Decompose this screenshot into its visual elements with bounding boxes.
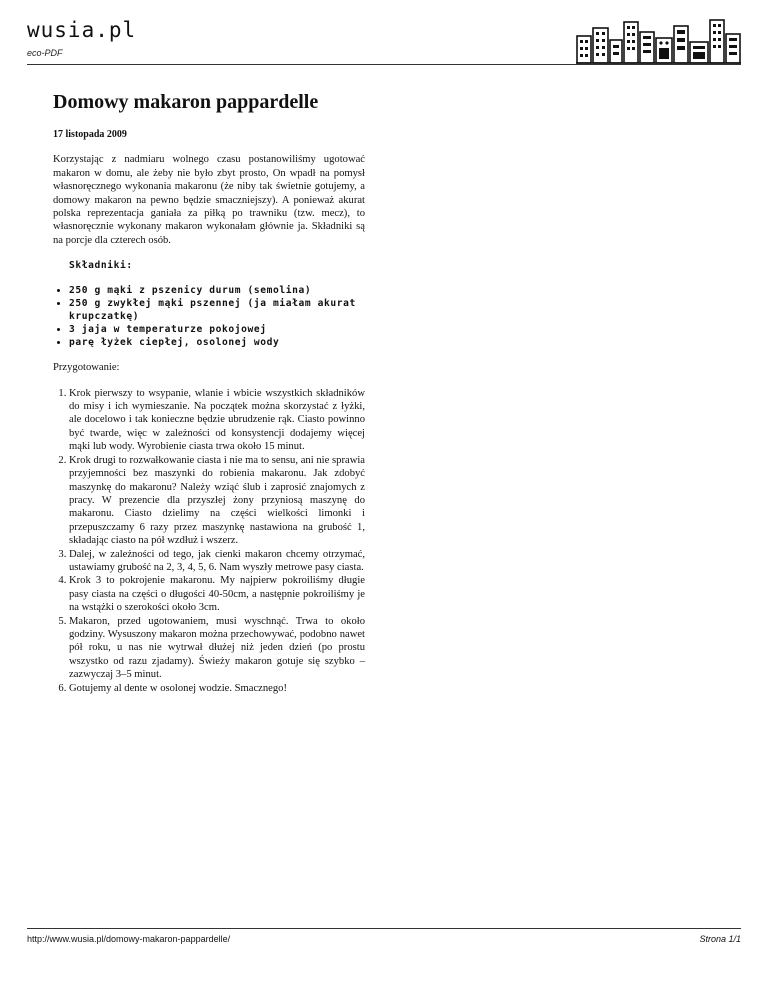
site-title[interactable]: wusia.pl [27,18,137,42]
footer-divider [27,928,741,929]
preparation-steps [53,387,365,695]
step-item: 6. Gotujemy al dente w osolonej wodzie. Smacznego! [69,682,365,695]
article-intro: Korzystając z nadmiaru wolnego czasu postanowiliśmy ugotować makaron w domu, ale żeby nie było zbyt prosto, On wpadł na pomysł własnoręcznego wykonania makaronu (że niby tak świetnie gotujemy, a domowy makaron na pewno będzie smaczniejszy). A ponieważ akurat polska reprezentacja ganiała za piłką po trawniku (tzw. mecz), to własnoręcznie wykonany makaron wykonałam głównie ja. Składniki są na porcje dla czterech osób. [53,154,365,246]
step-item: 2. Krok drugi to rozwałkowanie ciasta i nie ma to sensu, ani nie sprawia przyjemności bez maszynki do robienia makaronu. Jak zdobyć maszynkę do makaronu? Należy wziąć ślub i zaprosić znajomych z pracy. W prezencie dla przyszłej żony przyniosą maszynę do makaronu. Ciasto dzielimy na części wielkości limonki i przepuszczamy 6 razy przez maszynkę nastawiona na grubość 1, składając ciasto na pół wzdłuż i wszerz. [69,454,365,548]
city-kitchen-skyline-icon [576,18,741,64]
step-item: 4. Krok 3 to pokrojenie makaronu. My najpierw pokroiliśmy długie pasy ciasta na części o długości 40-50cm, a następnie pokroiliśmy je na wstążki o szerokości około 3cm. [69,574,365,614]
step-item: 1. Krok pierwszy to wsypanie, wlanie i wbicie wszystkich składników do misy i ich wymieszanie. Na początek można skorzystać z łyżki, ale docelowo i tak konieczne będzie ubrudzenie rąk. Ciasto powinno być twarde, więc w zależności od konsystencji dodajemy więcej mąki lub wody. Wyrobienie ciasta trwa około 15 minut. [69,387,365,454]
ingredient-item: • parę łyżek ciepłej, osolonej wody [69,336,365,349]
header-divider [27,64,741,65]
ingredients-list [53,284,365,349]
ingredient-item: • 250 g mąki z pszenicy durum (semolina) [69,284,365,297]
page-header [27,18,741,68]
step-item: 3. Dalej, w zależności od tego, jak cienki makaron chcemy otrzymać, ustawiamy grubość na 2, 3, 4, 5, 6. Nam wyszły metrowe pasy ciasta. [69,548,365,575]
page-number: Strona 1/1 [699,934,741,944]
site-subtitle: eco-PDF [27,48,63,58]
article [53,90,365,695]
ingredients-heading: Składniki: [69,260,133,272]
ingredient-item: • 3 jaja w temperaturze pokojowej [69,323,365,336]
ingredient-item: • 250 g zwykłej mąki pszennej (ja miałam akurat krupczatkę) [69,297,365,323]
preparation-heading: Przygotowanie: [53,362,120,374]
step-item: 5. Makaron, przed ugotowaniem, musi wyschnąć. Trwa to około godziny. Wysuszony makaron można przechowywać, podobno nawet pół roku, u nas nie wytrwał dłużej niż jeden dzień (po prostu wszystko od razu zjadamy). Świeży makaron gotuje się szybko – zazwyczaj 3–5 minut. [69,615,365,682]
article-date: 17 listopada 2009 [53,129,127,140]
footer-url[interactable]: http://www.wusia.pl/domowy-makaron-pappardelle/ [27,934,231,944]
article-title[interactable]: Domowy makaron pappardelle [53,91,319,113]
